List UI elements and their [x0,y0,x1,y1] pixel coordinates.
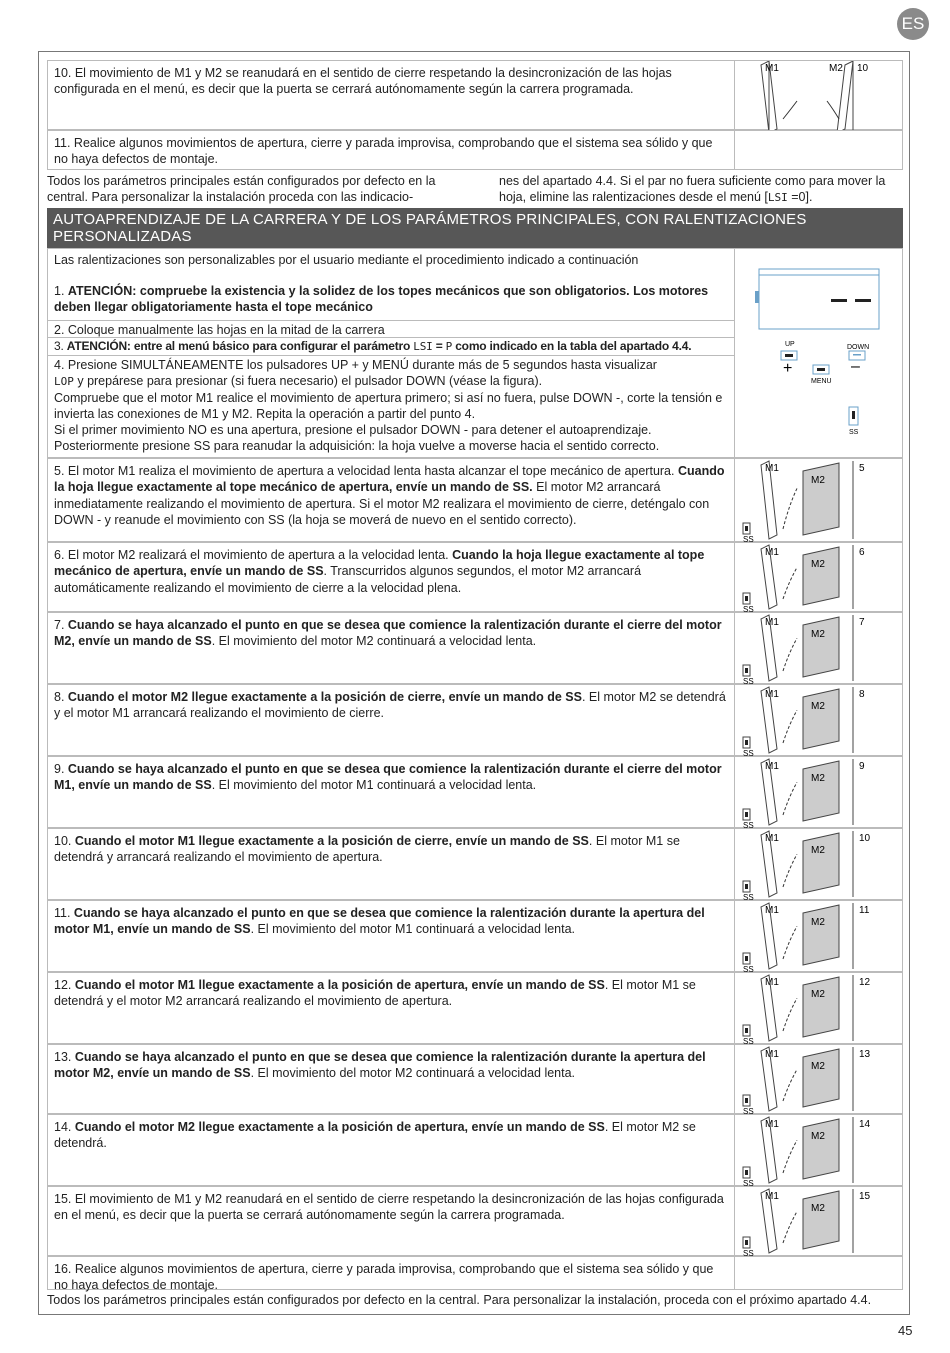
fig-ss-label: SS [743,893,754,901]
step-text-bold: Cuando el motor M1 llegue exactamente a la posición de apertura, envíe un mando de SS [74,978,605,992]
step-figure [734,1115,903,1185]
step-text [54,1119,729,1152]
fig-number: 6 [859,547,865,558]
step-row [47,1044,903,1114]
motion-arrow [783,638,797,671]
fig-ss-label: SS [743,1037,754,1045]
step-text [54,1049,729,1082]
fig-number: 11 [859,905,870,916]
step-4-text [54,357,734,455]
step-text-plain: 5. El motor M1 realiza el movimiento de apertura a velocidad lenta hasta alcanzar el tope mecánico de apertura. [54,464,678,478]
fig-m1-label: M1 [765,1049,779,1060]
step-1-bold: ATENCIÓN: compruebe la existencia y la solidez de los topes mecánicos que son obligatorios. Los motores deben llegar obligatoriamente hasta el tope mecánico [54,284,709,315]
step-figure [734,757,903,827]
fig-m1-label: M1 [765,761,779,772]
step-3-segment-code: LSI [413,340,433,353]
step-figure [734,1187,903,1255]
intro-right [499,173,909,206]
fig-m1-label: M1 [765,1119,779,1130]
step-figure [734,1257,903,1289]
step-2-text: 2. Coloque manualmente las hojas en la mitad de la carrera [54,323,385,337]
step-row [47,900,903,972]
step-text-plain-end: . El movimiento del motor M1 continuará a velocidad lenta. [211,778,537,793]
fig-ss-label: SS [743,1179,754,1187]
step-text-plain-end: . El movimiento del motor M1 continuará a velocidad lenta. [250,922,576,937]
fig-m2-label: M2 [811,1131,825,1142]
leaf-m2 [803,1119,839,1179]
step-text [54,617,729,650]
step-row [47,612,903,684]
step-text-plain-end: . El motor M1 se detendrá y arrancará realizando el movimiento de apertura. [54,834,680,865]
fig-number: 13 [859,1049,871,1060]
step-3-bold: ATENCIÓN: entre al menú básico para configurar el parámetro [66,339,414,353]
page-frame [38,51,910,1315]
gate-diagram [735,1045,904,1115]
step-text-plain: 13. [54,1050,75,1064]
fig-m2-label: M2 [811,559,825,570]
motion-arrow [783,1212,797,1244]
fig-ss-label: SS [743,1107,754,1115]
step-4-segment-code: LOP [54,375,74,389]
leaf-m2 [803,977,839,1037]
step-figure [734,613,903,683]
step-text-plain-end: . El movimiento del motor M2 continuará a velocidad lenta. [211,634,537,649]
step-text-plain: 7. [54,618,68,632]
step-text-bold: Cuando el motor M2 llegue exactamente a la posición de apertura, envíe un mando de SS [74,1120,605,1134]
ss-button-inner [745,596,748,601]
step-text [54,833,729,866]
ss-button-inner [745,740,748,745]
step-figure [734,459,903,541]
gate-diagram [735,613,904,685]
procedure-intro-block [47,248,903,458]
fig-number: 10 [859,833,871,844]
step-text-bold: Cuando la hoja llegue exactamente al tope mecánico de apertura, envíe un mando de SS [54,548,705,579]
step-text-plain-end: . El motor M1 se detendrá y el motor M2 arrancará realizando el movimiento de apertura. [54,978,696,1009]
fig-m2-label: M2 [811,989,825,1000]
step-text [54,1261,729,1294]
intro-right-end: =0]. [787,190,813,205]
gate-diagram [735,757,904,829]
step-text [54,905,729,938]
fig-number: 5 [859,463,865,474]
step-row [47,684,903,756]
fig-m2-label: M2 [811,1061,825,1072]
fig-m2-label: M2 [811,701,825,712]
motion-arrow [783,1140,797,1173]
step-text-bold: Cuando se haya alcanzado el punto en que se desea que comience la ralentización durante el cierre del motor M2, envíe un mando de SS [54,618,722,649]
step-text-plain: 6. El motor M2 realizará el movimiento de apertura a la velocidad lenta. [54,548,453,562]
intro-right-text: nes del apartado 4.4. Si el par no fuera suficiente como para mover la hoja, elimine las ralentizaciones desde el menú [ [499,174,886,205]
gate-diagram [735,829,904,901]
fig-m1-label: M1 [765,905,779,916]
leaf-m2 [803,761,839,821]
step-4-line-d: Si el primer movimiento NO es una apertura, presione el pulsador DOWN - para detener el autoaprendizaje. [54,423,652,438]
step-text-plain: 9. [54,762,68,776]
fig-m1-label: M1 [765,617,779,628]
step-3-prefix: 3. [54,339,67,353]
footer-note: Todos los parámetros principales están configurados por defecto en la central. Para personalizar la instalación, proceda con el próximo apartado 4.4. [47,1293,872,1307]
divider [48,337,734,338]
step-4-line-b: y prepárese para presionar (si fuera necesario) el pulsador DOWN (véase la figura). [73,374,543,389]
gate-diagram [735,973,904,1045]
fig-m1-label: M1 [765,977,779,988]
fig-number: 7 [859,617,865,628]
gate-diagram [735,1115,904,1187]
divider [48,355,734,356]
fig-m2-label: M2 [811,917,825,928]
fig-m1-label: M1 [765,63,779,74]
fig-number: 10 [857,63,869,74]
ss-button-inner [745,526,748,531]
fig-ss-label: SS [743,965,754,973]
step-text [54,547,729,596]
fig-ss-label: SS [743,535,754,543]
step-row [47,828,903,900]
fig-m1-label: M1 [765,463,779,474]
step-row [47,1256,903,1293]
gate-diagram [735,459,904,543]
ss-button-inner [745,1240,748,1245]
step-text-plain: 14. [54,1120,75,1134]
fig-m1-label: M1 [765,1191,779,1202]
fig-m2-label: M2 [811,773,825,784]
step-3-equals: = [432,339,446,353]
step-3-segment-value: P [445,340,453,353]
step-figure [734,543,903,611]
fig-number: 8 [859,689,865,700]
step-1-prefix: 1. [54,284,68,298]
page-number: 45 [898,1323,913,1338]
leaf-m2 [803,1191,839,1249]
leaf-m2 [803,463,839,535]
ss-button-inner [745,812,748,817]
gate-diagram [735,685,904,757]
down-label: DOWN [847,344,870,351]
step-3-text [54,339,744,355]
fig-ss-label: SS [743,605,754,613]
step-text-plain-end: . Transcurridos algunos segundos, el motor M2 arrancará automáticamente realizando el movimiento de cierre a la velocidad plena. [54,564,642,595]
fig-number: 14 [859,1119,871,1130]
step-text [54,761,729,794]
motion-arrow [783,488,797,529]
top-figure-10 [734,61,903,129]
top-step-10-row [47,60,903,130]
gate-diagram [735,1187,904,1257]
motion-arrow [783,710,797,743]
step-row [47,1186,903,1256]
leaf-m2 [803,547,839,605]
step-row [47,972,903,1044]
ss-button-inner [745,1098,748,1103]
plus-label: + [783,360,793,377]
step-figure [734,685,903,755]
motion-arrow [783,854,797,887]
step-text-plain: 15. El movimiento de M1 y M2 reanudará en el sentido de cierre respetando la desincronización de las hojas configurada en el menú, es decir que la puerta se cerrará autónomamente según la carrera programada. [54,1192,724,1223]
fig-ss-label: SS [743,821,754,829]
step-text [54,463,729,528]
fig-number: 12 [859,977,871,988]
top-step-11-text: 11. Realice algunos movimientos de apertura, cierre y parada improvisa, comprobando que el sistema sea sólido y que no haya defectos de montaje. [54,136,713,167]
step-figure [734,829,903,899]
menu-label: MENU [811,378,832,385]
step-figure [734,901,903,971]
divider [48,320,734,321]
language-badge: ES [897,8,929,40]
step-figure [734,973,903,1043]
step-4-line-e: Posteriormente presione SS para reanudar la adquisición: la hoja vuelve a moverse hacia el sentido correcto. [54,439,660,454]
step-3-bold-end: como indicado en la tabla del apartado 4.4. [452,339,692,353]
step-1-text [54,283,734,316]
fig-ss-label: SS [743,677,754,685]
step-4-line-a: 4. Presione SIMULTÁNEAMENTE los pulsadores UP + y MENÚ durante más de 5 segundos hasta visualizar [54,358,657,372]
leaf-m2 [803,1049,839,1107]
ss-button-inner [745,668,748,673]
step-text-bold: Cuando se haya alcanzado el punto en que se desea que comience la ralentización durante la apertura del motor M1, envíe un mando de SS [54,906,705,937]
ss-button-inner [745,884,748,889]
step-text-plain-end: . El motor M2 se detendrá y el motor M1 arrancará realizando el movimiento de cierre. [54,690,726,721]
leaf-m2 [803,905,839,965]
leaf-m2 [803,617,839,677]
gate-diagram [735,901,904,973]
step-row [47,756,903,828]
fig-m2-label: M2 [811,1203,825,1214]
step-text-bold: Cuando se haya alcanzado el punto en que se desea que comience la ralentización durante la apertura del motor M2, envíe un mando de SS [54,1050,706,1081]
section-banner: AUTOAPRENDIZAJE DE LA CARRERA Y DE LOS PARÁMETROS PRINCIPALES, CON RALENTIZACIONES PERSONALIZADAS [47,208,903,248]
step-row [47,458,903,542]
ss-button-inner [745,956,748,961]
gate-diagram [735,543,904,613]
intro-segment-code: LSI [767,191,788,205]
step-text-plain: 11. [54,906,74,920]
up-label: UP [785,341,795,348]
motion-arrow [783,782,797,815]
step-text-plain-end: . El movimiento del motor M2 continuará a velocidad lenta. [250,1066,576,1081]
ss-label: SS [849,429,859,436]
step-text-bold: Cuando el motor M1 llegue exactamente a la posición de cierre, envíe un mando de SS [74,834,589,848]
step-text-plain: 16. Realice algunos movimientos de apertura, cierre y parada improvisa, comprobando que el sistema sea sólido y que no haya defectos de montaje. [54,1262,714,1293]
step-text-plain: 12. [54,978,75,992]
step-row [47,1114,903,1186]
step-4-line-c: Compruebe que el motor M1 realice el movimiento de apertura primero; si así no fuera, pulse DOWN -, corte la tensión e invierta las conexiones de M1 y M2. Repita la operación a partir del punto 4. [54,390,723,421]
fig-m1-label: M1 [765,833,779,844]
motion-arrow [783,568,797,600]
control-panel-figure [734,249,903,457]
fig-number: 15 [859,1191,871,1202]
step-text-plain-end: . El motor M2 se detendrá. [54,1120,696,1151]
control-panel-diagram [735,249,904,459]
step-figure [734,1045,903,1113]
fig-m2-label: M2 [811,629,825,640]
top-figure-11 [734,131,903,169]
ss-button-inner [745,1170,748,1175]
step-text-plain: 10. [54,834,75,848]
top-step-10-text: 10. El movimiento de M1 y M2 se reanudará en el sentido de cierre respetando la desincronización de las hojas configurada en el menú, es decir que la puerta se cerrará autónomamente según la carrera programada. [54,66,672,97]
step-text [54,1191,729,1224]
top-step-11-row [47,130,903,170]
gate-closing-diagram [735,61,904,131]
step-text-bold: Cuando se haya alcanzado el punto en que se desea que comience la ralentización durante el cierre del motor M1, envíe un mando de SS [54,762,722,793]
motion-arrow [783,926,797,959]
ss-button-inner [745,1028,748,1033]
fig-number: 9 [859,761,865,772]
fig-ss-label: SS [743,1249,754,1257]
fig-m1-label: M1 [765,547,779,558]
step-text [54,689,729,722]
motion-arrow [783,998,797,1031]
fig-ss-label: SS [743,749,754,757]
intro-left: Todos los parámetros principales están configurados por defecto en la central. Para personalizar la instalación proceda con las indicacio- [47,174,436,205]
fig-m2-label: M2 [811,475,825,486]
step-text-bold: Cuando la hoja llegue exactamente al tope mecánico de apertura, envíe un mando de SS. [54,464,725,495]
motion-arrow [783,1070,797,1102]
step-text-plain: 8. [54,690,68,704]
fig-m2-label: M2 [829,63,843,74]
step-text-plain-end: El motor M2 arrancará inmediatamente realizando el movimiento de apertura. Si el motor M2 realizara el movimiento de cierre, deténgalo con DOWN - y reanude el movimiento con SS (la hoja se moverá de nuevo en el sentido correcto). [54,480,710,527]
step-text-bold: Cuando el motor M2 llegue exactamente a la posición de cierre, envíe un mando de SS [67,690,582,704]
fig-m2-label: M2 [811,845,825,856]
step-row [47,542,903,612]
step-text [54,977,729,1010]
personalizable-text: Las ralentizaciones son personalizables por el usuario mediante el procedimiento indicado a continuación [54,253,639,267]
leaf-m2 [803,833,839,893]
fig-m1-label: M1 [765,689,779,700]
leaf-m2 [803,689,839,749]
minus-label: – [851,358,860,375]
